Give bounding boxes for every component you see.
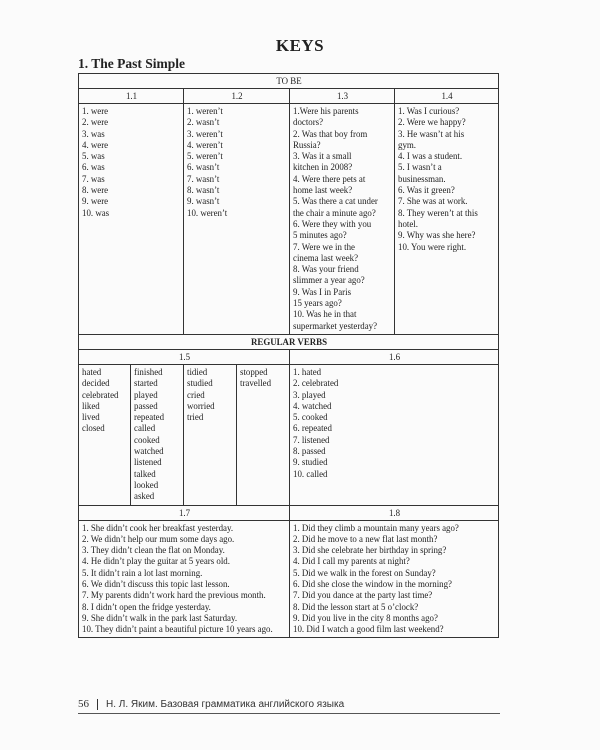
list-item: the chair a minute ago? <box>293 207 376 218</box>
list-item: 4. watched <box>293 400 332 411</box>
list-item: called <box>134 423 156 434</box>
list-item: 7. Were we in the <box>293 241 355 252</box>
list-item: 6. repeated <box>293 423 332 434</box>
list-item: 4. I was a student. <box>398 151 463 162</box>
list-item: 1. Was I curious? <box>398 106 460 116</box>
regular-verbs-header: REGULAR VERBS <box>79 334 499 349</box>
list-item: 6. Did she close the window in the morning? <box>293 578 452 589</box>
list-item: home last week? <box>293 185 353 196</box>
list-item: 2. Were we happy? <box>398 117 466 128</box>
list-item: 10. You were right. <box>398 241 467 252</box>
list-item: 4. were <box>82 139 109 150</box>
verbs-1-5-col-4 <box>237 364 290 505</box>
col-header-1-4: 1.4 <box>395 89 499 104</box>
list-item: 8. They weren’t at this <box>398 207 478 218</box>
list-item: hotel. <box>398 218 418 229</box>
col-header-1-3: 1.3 <box>290 89 395 104</box>
answers-1-2 <box>184 104 290 335</box>
list-item: 4. Did I call my parents at night? <box>293 556 410 567</box>
list-item: asked <box>134 491 155 502</box>
answers-1-1 <box>79 104 184 335</box>
list-item: 2. celebrated <box>293 378 339 389</box>
list-item: tried <box>187 412 204 423</box>
list-item: cinema last week? <box>293 252 359 263</box>
list-item: Russia? <box>293 139 321 150</box>
list-item: 6. Was it green? <box>398 185 455 196</box>
list-item: 8. I didn’t open the fridge yesterday. <box>82 601 211 612</box>
list-item: 3. Was it a small <box>293 151 352 162</box>
list-item: businessman. <box>398 173 446 184</box>
list-item: 2. Did he move to a new flat last month? <box>293 533 438 544</box>
list-item: celebrated <box>82 389 119 400</box>
list-item: liked <box>82 400 100 411</box>
list-item: 9. She didn’t walk in the park last Saturday. <box>82 612 238 623</box>
list-item: 5. It didn’t rain a lot last morning. <box>82 567 203 578</box>
list-item: lived <box>82 412 100 423</box>
list-item: 3. was <box>82 128 105 139</box>
list-item: 5. I wasn’t a <box>398 162 442 173</box>
list-item: 3. weren’t <box>187 128 223 139</box>
verbs-1-5-col-3 <box>184 364 237 505</box>
list-item: 7. listened <box>293 434 330 445</box>
answers-1-8 <box>290 520 499 638</box>
list-item: 6. wasn’t <box>187 162 220 173</box>
list-item: cried <box>187 389 205 400</box>
list-item: talked <box>134 468 156 479</box>
list-item: 2. Was that boy from <box>293 128 368 139</box>
list-item: 1. hated <box>293 366 322 377</box>
list-item: worried <box>187 400 215 411</box>
col-header-1-2: 1.2 <box>184 89 290 104</box>
list-item: 8. were <box>82 185 109 196</box>
list-item: looked <box>134 479 159 490</box>
list-item: 10. weren’t <box>187 207 228 218</box>
list-item: 2. We didn’t help our mum some days ago. <box>82 533 235 544</box>
answers-1-3 <box>290 104 395 335</box>
list-item: 3. played <box>293 389 326 400</box>
list-item: 9. Why was she here? <box>398 230 476 241</box>
list-item: 1. weren’t <box>187 106 223 116</box>
answers-1-7 <box>79 520 290 638</box>
list-item: 5 minutes ago? <box>293 230 347 241</box>
list-item: 4. He didn’t play the guitar at 5 years old. <box>82 556 230 567</box>
footer-divider <box>97 699 98 710</box>
list-item: 8. wasn’t <box>187 185 220 196</box>
list-item: stopped <box>240 366 268 377</box>
col-header-1-5: 1.5 <box>79 349 290 364</box>
list-item: 10. called <box>293 468 328 479</box>
list-item: hated <box>82 366 102 377</box>
list-item: 1.Were his parents <box>293 106 359 116</box>
list-item: 9. Was I in Paris <box>293 286 352 297</box>
answers-1-4 <box>395 104 499 335</box>
list-item: started <box>134 378 158 389</box>
list-item: slimmer a year ago? <box>293 275 365 286</box>
list-item: 9. Did you live in the city 8 months ago? <box>293 612 438 623</box>
list-item: 3. He wasn’t at his <box>398 128 465 139</box>
list-item: gym. <box>398 139 416 150</box>
list-item: repeated <box>134 412 165 423</box>
page-footer <box>78 698 344 710</box>
list-item: 9. were <box>82 196 109 207</box>
list-item: 6. We didn’t discuss this topic last lesson. <box>82 578 230 589</box>
page-number: 56 <box>78 698 89 710</box>
list-item: passed <box>134 400 158 411</box>
list-item: tidied <box>187 366 208 377</box>
list-item: 9. wasn’t <box>187 196 220 207</box>
list-item: 3. Did she celebrate her birthday in spring? <box>293 545 447 556</box>
list-item: 6. Were they with you <box>293 218 372 229</box>
list-item: 5. Did we walk in the forest on Sunday? <box>293 567 436 578</box>
list-item: closed <box>82 423 105 434</box>
to-be-header: TO BE <box>79 74 499 89</box>
col-header-1-6: 1.6 <box>290 349 499 364</box>
list-item: 5. cooked <box>293 412 328 423</box>
list-item: kitchen in 2008? <box>293 162 353 173</box>
footer-book-title: Н. Л. Яким. Базовая грамматика английского языка <box>106 699 345 710</box>
list-item: 8. Was your friend <box>293 264 359 275</box>
col-header-1-1: 1.1 <box>79 89 184 104</box>
list-item: 8. Did the lesson start at 5 o’clock? <box>293 601 419 612</box>
verbs-1-5-col-2 <box>131 364 184 505</box>
list-item: 2. wasn’t <box>187 117 220 128</box>
list-item: 7. She was at work. <box>398 196 468 207</box>
list-item: 3. They didn’t clean the flat on Monday. <box>82 545 225 556</box>
list-item: 7. wasn’t <box>187 173 220 184</box>
list-item: 5. Was there a cat under <box>293 196 378 207</box>
list-item: 8. passed <box>293 446 326 457</box>
list-item: finished <box>134 366 163 377</box>
page-title: KEYS <box>275 36 325 55</box>
list-item: 7. Did you dance at the party last time? <box>293 590 433 601</box>
list-item: listened <box>134 457 162 468</box>
keys-table <box>78 73 499 638</box>
footer-rule <box>78 713 500 714</box>
list-item: 5. was <box>82 151 105 162</box>
list-item: decided <box>82 378 110 389</box>
section-title: 1. The Past Simple <box>78 56 186 71</box>
list-item: cooked <box>134 434 160 445</box>
col-header-1-7: 1.7 <box>79 505 290 520</box>
list-item: watched <box>134 446 164 457</box>
list-item: 1. were <box>82 106 109 116</box>
answers-1-6 <box>290 364 499 505</box>
list-item: 9. studied <box>293 457 328 468</box>
list-item: 5. weren’t <box>187 151 223 162</box>
list-item: 1. Did they climb a mountain many years ago? <box>293 522 459 533</box>
list-item: 2. were <box>82 117 109 128</box>
list-item: 7. My parents didn’t work hard the previous month. <box>82 590 266 601</box>
list-item: travelled <box>240 378 272 389</box>
list-item: 1. She didn’t cook her breakfast yesterday. <box>82 522 234 533</box>
list-item: doctors? <box>293 117 324 128</box>
list-item: 10. was <box>82 207 110 218</box>
verbs-1-5-col-1 <box>79 364 131 505</box>
list-item: 15 years ago? <box>293 298 342 309</box>
list-item: 10. They didn’t paint a beautiful picture 10 years ago. <box>82 624 273 635</box>
list-item: studied <box>187 378 213 389</box>
list-item: 4. Were there pets at <box>293 173 366 184</box>
col-header-1-8: 1.8 <box>290 505 499 520</box>
list-item: 6. was <box>82 162 105 173</box>
list-item: 10. Did I watch a good film last weekend? <box>293 624 444 635</box>
list-item: 10. Was he in that <box>293 309 357 320</box>
list-item: 4. weren’t <box>187 139 223 150</box>
list-item: supermarket yesterday? <box>293 320 378 331</box>
list-item: played <box>134 389 158 400</box>
list-item: 7. was <box>82 173 105 184</box>
